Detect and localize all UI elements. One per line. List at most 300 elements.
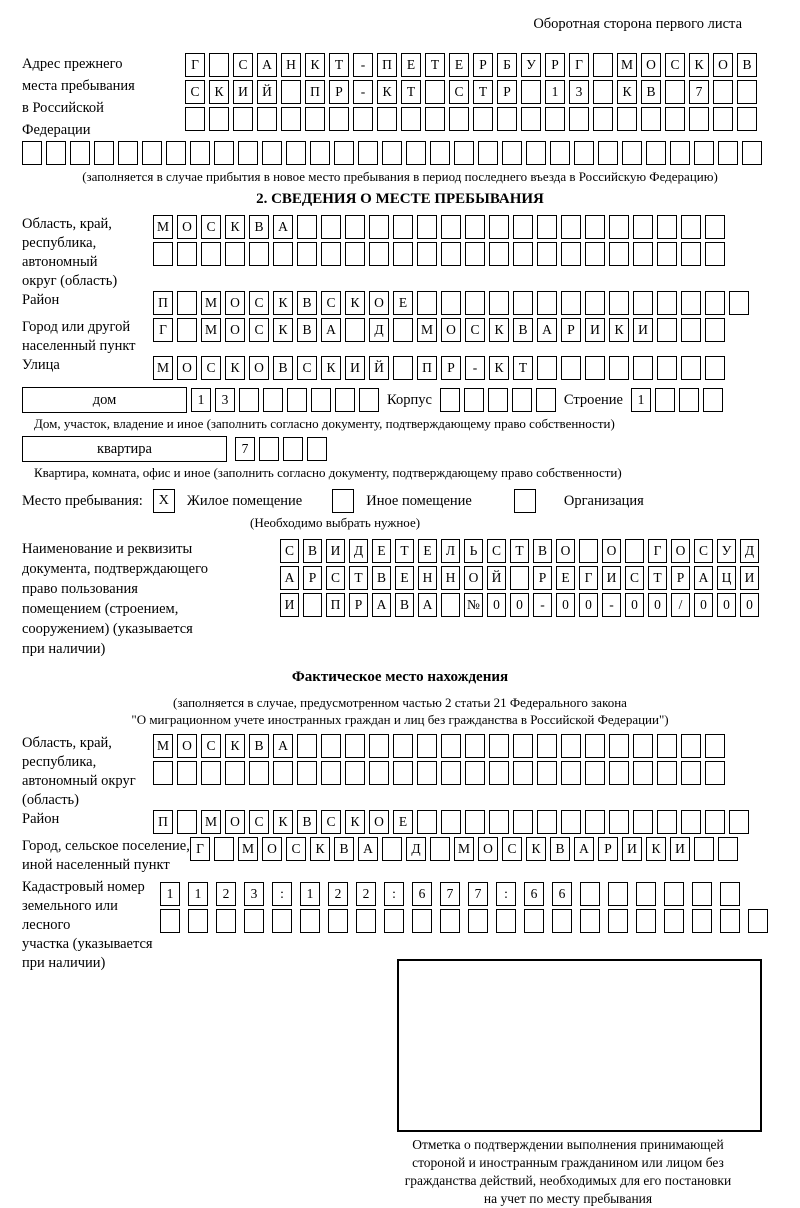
char-box	[625, 539, 644, 563]
char-box	[417, 291, 437, 315]
char-box	[417, 761, 437, 785]
prev-address-block	[22, 53, 778, 141]
char-box	[489, 734, 509, 758]
char-box: В	[297, 810, 317, 834]
char-box	[303, 593, 322, 617]
char-box	[561, 734, 581, 758]
char-box: В	[641, 80, 661, 104]
char-box	[441, 291, 461, 315]
char-box: И	[633, 318, 653, 342]
char-box	[216, 909, 236, 933]
char-box: М	[201, 318, 221, 342]
char-box	[297, 242, 317, 266]
char-box	[742, 141, 762, 165]
char-box: 0	[694, 593, 713, 617]
house-block	[22, 387, 778, 413]
char-box	[412, 909, 432, 933]
char-box	[281, 107, 301, 131]
char-box: Г	[648, 539, 667, 563]
actual-region-row-1	[153, 734, 778, 758]
char-box	[657, 242, 677, 266]
char-box	[609, 242, 629, 266]
char-box	[369, 734, 389, 758]
char-box: 7	[689, 80, 709, 104]
char-box: А	[321, 318, 341, 342]
char-box	[311, 388, 331, 412]
char-box: Й	[369, 356, 389, 380]
char-box: В	[372, 566, 391, 590]
char-box: Д	[349, 539, 368, 563]
char-box: С	[321, 291, 341, 315]
char-box: М	[153, 734, 173, 758]
char-box: И	[585, 318, 605, 342]
char-box: 0	[648, 593, 667, 617]
char-box	[190, 141, 210, 165]
char-box	[705, 810, 725, 834]
char-box: А	[358, 837, 378, 861]
char-box	[513, 215, 533, 239]
char-box: С	[449, 80, 469, 104]
char-box	[377, 107, 397, 131]
char-box	[214, 141, 234, 165]
char-box: Г	[569, 53, 589, 77]
char-box: О	[556, 539, 575, 563]
char-box: 1	[300, 882, 320, 906]
char-box	[310, 141, 330, 165]
district-row	[153, 291, 749, 315]
char-box: 1	[545, 80, 565, 104]
char-box	[598, 141, 618, 165]
char-box: О	[441, 318, 461, 342]
char-box	[153, 242, 173, 266]
char-box	[430, 141, 450, 165]
confirmation-stamp-caption: Отметка о подтверждении выполнения принимающей стороной и иностранным гражданином или лицом без гражданства действий, необходимых для его постановки на учет по месту пребывания	[404, 1137, 732, 1206]
char-box: Т	[510, 539, 529, 563]
char-box: И	[326, 539, 345, 563]
char-box: 6	[524, 882, 544, 906]
char-box: В	[395, 593, 414, 617]
char-box: О	[177, 734, 197, 758]
char-box: 0	[510, 593, 529, 617]
char-box: 2	[356, 882, 376, 906]
char-box	[550, 141, 570, 165]
char-box: Е	[393, 810, 413, 834]
char-box	[160, 909, 180, 933]
char-box	[585, 761, 605, 785]
char-box	[657, 810, 677, 834]
char-box	[283, 437, 303, 461]
char-box	[737, 107, 757, 131]
char-box	[561, 215, 581, 239]
char-box: П	[417, 356, 437, 380]
char-box	[449, 107, 469, 131]
char-box: К	[489, 318, 509, 342]
char-box: О	[177, 215, 197, 239]
char-box	[748, 909, 768, 933]
char-box: 3	[244, 882, 264, 906]
char-box: Ц	[717, 566, 736, 590]
char-box	[465, 215, 485, 239]
char-box	[681, 242, 701, 266]
char-box	[177, 761, 197, 785]
char-box	[537, 242, 557, 266]
char-box	[692, 882, 712, 906]
street-block	[22, 356, 778, 383]
city-row	[153, 318, 725, 342]
char-box	[345, 734, 365, 758]
char-box	[703, 388, 723, 412]
char-box	[440, 388, 460, 412]
char-box: Й	[487, 566, 506, 590]
char-box	[657, 761, 677, 785]
char-box: К	[345, 810, 365, 834]
char-box	[321, 734, 341, 758]
char-box	[262, 141, 282, 165]
char-box	[382, 837, 402, 861]
char-box: К	[225, 734, 245, 758]
char-box	[166, 141, 186, 165]
char-box: 1	[160, 882, 180, 906]
char-box	[177, 810, 197, 834]
char-box	[633, 810, 653, 834]
char-box: М	[454, 837, 474, 861]
char-box	[177, 318, 197, 342]
char-box	[585, 356, 605, 380]
char-box	[465, 810, 485, 834]
char-box	[537, 356, 557, 380]
char-box: К	[209, 80, 229, 104]
street-row	[153, 356, 725, 380]
actual-district-label: Район	[22, 811, 60, 827]
char-box	[335, 388, 355, 412]
char-box: В	[550, 837, 570, 861]
char-box: С	[280, 539, 299, 563]
char-box: К	[345, 291, 365, 315]
char-box: Й	[257, 80, 277, 104]
char-box	[259, 437, 279, 461]
actual-region-label: Область, край, республика, автономный округ (область)	[22, 735, 136, 808]
char-box	[574, 141, 594, 165]
char-box	[489, 215, 509, 239]
char-box: 1	[188, 882, 208, 906]
char-box	[345, 242, 365, 266]
char-box: М	[417, 318, 437, 342]
char-box: С	[465, 318, 485, 342]
char-box: :	[496, 882, 516, 906]
char-box: -	[533, 593, 552, 617]
char-box	[681, 318, 701, 342]
prev-address-row-1	[185, 53, 778, 77]
stay-type-note: (Необходимо выбрать нужное)	[250, 515, 421, 530]
char-box	[622, 141, 642, 165]
house-number-row	[191, 388, 379, 412]
char-box: Т	[349, 566, 368, 590]
char-box	[705, 734, 725, 758]
district-block	[22, 291, 778, 318]
char-box: Р	[349, 593, 368, 617]
char-box	[681, 810, 701, 834]
char-box: Р	[598, 837, 618, 861]
char-box	[393, 215, 413, 239]
char-box: -	[353, 80, 373, 104]
char-box	[705, 318, 725, 342]
char-box	[569, 107, 589, 131]
char-box	[244, 909, 264, 933]
char-box	[209, 53, 229, 77]
actual-district-block	[22, 810, 778, 837]
char-box: А	[418, 593, 437, 617]
apartment-caption: Квартира, комната, офис и иное (заполнить согласно документу, подтверждающему право собственности)	[34, 465, 622, 480]
char-box	[720, 909, 740, 933]
char-box	[692, 909, 712, 933]
char-box: С	[321, 810, 341, 834]
char-box	[257, 107, 277, 131]
stay-type-label: Место пребывания:	[22, 492, 143, 509]
char-box: С	[625, 566, 644, 590]
char-box	[609, 215, 629, 239]
region-block	[22, 215, 778, 291]
char-box: М	[201, 291, 221, 315]
char-box	[585, 291, 605, 315]
char-box	[369, 761, 389, 785]
region-row-1	[153, 215, 778, 239]
char-box	[561, 291, 581, 315]
char-box	[142, 141, 162, 165]
char-box: Е	[418, 539, 437, 563]
char-box	[633, 734, 653, 758]
char-box: Е	[372, 539, 391, 563]
char-box	[609, 356, 629, 380]
document-row-1	[280, 539, 778, 563]
cadastre-row-1	[160, 882, 778, 906]
char-box	[655, 388, 675, 412]
char-box	[729, 810, 749, 834]
char-box	[579, 539, 598, 563]
char-box: И	[670, 837, 690, 861]
char-box: И	[233, 80, 253, 104]
char-box: 3	[569, 80, 589, 104]
char-box	[465, 734, 485, 758]
char-box	[369, 242, 389, 266]
char-box	[393, 242, 413, 266]
char-box	[238, 141, 258, 165]
char-box	[214, 837, 234, 861]
char-box	[593, 107, 613, 131]
char-box: С	[249, 318, 269, 342]
char-box: И	[345, 356, 365, 380]
char-box	[201, 761, 221, 785]
char-box	[177, 242, 197, 266]
char-box: 2	[216, 882, 236, 906]
char-box: 6	[552, 882, 572, 906]
char-box: В	[273, 356, 293, 380]
char-box: П	[153, 810, 173, 834]
char-box: Г	[190, 837, 210, 861]
char-box: 0	[625, 593, 644, 617]
char-box: О	[225, 810, 245, 834]
char-box	[593, 80, 613, 104]
char-box	[681, 215, 701, 239]
char-box	[345, 318, 365, 342]
char-box: №	[464, 593, 483, 617]
char-box	[233, 107, 253, 131]
char-box: С	[286, 837, 306, 861]
char-box	[681, 356, 701, 380]
char-box	[510, 566, 529, 590]
char-box: А	[257, 53, 277, 77]
char-box: О	[602, 539, 621, 563]
char-box	[713, 107, 733, 131]
char-box: Ь	[464, 539, 483, 563]
char-box	[713, 80, 733, 104]
char-box	[358, 141, 378, 165]
char-box	[585, 734, 605, 758]
char-box	[580, 882, 600, 906]
prev-address-row-3	[185, 107, 778, 131]
char-box	[249, 761, 269, 785]
char-box	[478, 141, 498, 165]
char-box: П	[305, 80, 325, 104]
char-box: 0	[487, 593, 506, 617]
char-box	[353, 107, 373, 131]
char-box: К	[377, 80, 397, 104]
char-box: И	[740, 566, 759, 590]
char-box	[382, 141, 402, 165]
char-box: /	[671, 593, 690, 617]
char-box: Т	[648, 566, 667, 590]
ownership-document-label: Наименование и реквизиты документа, подтверждающего право пользования помещением (строением, сооружением) (указывается при наличии)	[22, 541, 208, 657]
char-box	[681, 734, 701, 758]
char-box: К	[273, 291, 293, 315]
char-box	[633, 761, 653, 785]
char-box	[465, 761, 485, 785]
char-box	[441, 215, 461, 239]
char-box	[393, 761, 413, 785]
char-box: С	[201, 734, 221, 758]
char-box	[177, 291, 197, 315]
char-box	[441, 761, 461, 785]
char-box: Е	[449, 53, 469, 77]
char-box	[489, 242, 509, 266]
char-box	[201, 242, 221, 266]
char-box	[334, 141, 354, 165]
char-box	[580, 909, 600, 933]
char-box	[497, 107, 517, 131]
char-box: О	[671, 539, 690, 563]
char-box	[465, 242, 485, 266]
char-box: 6	[412, 882, 432, 906]
char-box	[249, 242, 269, 266]
char-box	[512, 388, 532, 412]
char-box: И	[602, 566, 621, 590]
char-box	[300, 909, 320, 933]
char-box: И	[622, 837, 642, 861]
char-box: Е	[401, 53, 421, 77]
char-box	[393, 318, 413, 342]
actual-city-label: Город, сельское поселение, иной населенный пункт	[22, 838, 190, 873]
char-box	[441, 242, 461, 266]
char-box: К	[689, 53, 709, 77]
char-box: -	[353, 53, 373, 77]
char-box	[729, 291, 749, 315]
char-box: Д	[406, 837, 426, 861]
char-box	[524, 909, 544, 933]
char-box	[681, 291, 701, 315]
char-box: В	[533, 539, 552, 563]
char-box: С	[326, 566, 345, 590]
char-box	[406, 141, 426, 165]
char-box	[641, 107, 661, 131]
char-box: П	[326, 593, 345, 617]
char-box: Т	[473, 80, 493, 104]
char-box: О	[641, 53, 661, 77]
char-box	[513, 291, 533, 315]
char-box	[417, 810, 437, 834]
actual-location-caption: (заполняется в случае, предусмотренном частью 2 статьи 21 Федерального закона "О миграционном учете иностранных граждан и лиц без гражданства в Российской Федерации")	[131, 695, 669, 727]
char-box: Т	[401, 80, 421, 104]
char-box	[593, 53, 613, 77]
char-box	[489, 810, 509, 834]
char-box	[665, 107, 685, 131]
char-box	[537, 734, 557, 758]
char-box: Т	[395, 539, 414, 563]
char-box: К	[273, 318, 293, 342]
char-box	[664, 882, 684, 906]
char-box: С	[297, 356, 317, 380]
char-box	[328, 909, 348, 933]
char-box: -	[465, 356, 485, 380]
stroenie-row	[631, 388, 723, 412]
char-box	[718, 141, 738, 165]
char-box: А	[537, 318, 557, 342]
char-box	[209, 107, 229, 131]
char-box: В	[249, 215, 269, 239]
char-box: 7	[235, 437, 255, 461]
page-side-note: Оборотная сторона первого листа	[533, 16, 742, 32]
char-box: О	[249, 356, 269, 380]
char-box: Е	[395, 566, 414, 590]
char-box: С	[665, 53, 685, 77]
char-box	[664, 909, 684, 933]
stay-option-residential-checkbox: X	[153, 489, 175, 513]
char-box: Е	[393, 291, 413, 315]
char-box: А	[372, 593, 391, 617]
char-box: С	[694, 539, 713, 563]
cadastre-label: Кадастровый номер земельного или лесного участка (указывается при наличии)	[22, 879, 153, 971]
char-box: А	[273, 734, 293, 758]
char-box: О	[262, 837, 282, 861]
actual-region-row-2	[153, 761, 778, 785]
char-box	[513, 810, 533, 834]
region-row-2	[153, 242, 778, 266]
char-box	[552, 909, 572, 933]
char-box	[609, 810, 629, 834]
street-label: Улица	[22, 357, 60, 373]
char-box: Н	[281, 53, 301, 77]
char-box	[689, 107, 709, 131]
char-box	[239, 388, 259, 412]
stroenie-label: Строение	[563, 391, 623, 408]
char-box	[305, 107, 325, 131]
char-box	[694, 837, 714, 861]
char-box: Р	[545, 53, 565, 77]
actual-district-row	[153, 810, 749, 834]
char-box: Н	[441, 566, 460, 590]
char-box	[356, 909, 376, 933]
char-box	[536, 388, 556, 412]
char-box: П	[153, 291, 173, 315]
stay-option-organization-checkbox	[514, 489, 536, 513]
